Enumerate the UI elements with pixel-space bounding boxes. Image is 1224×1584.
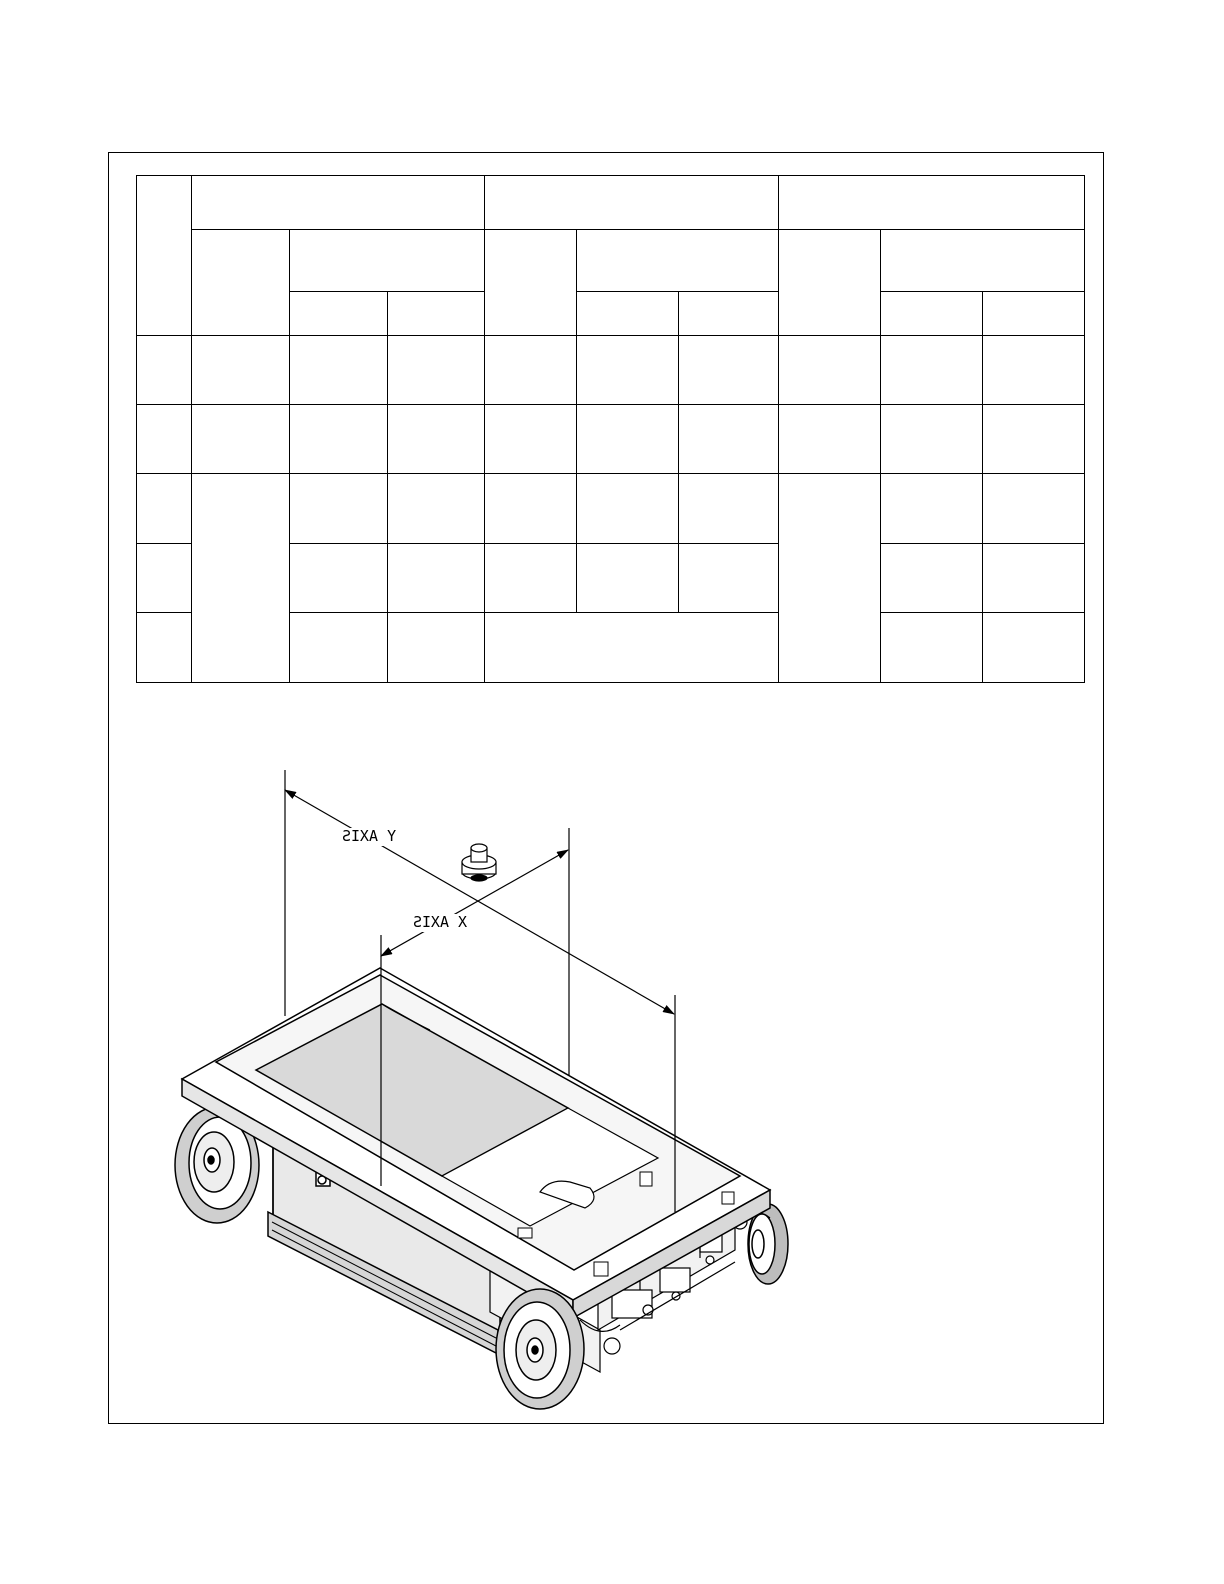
x-axis-label: X AXIS (412, 913, 468, 931)
y-axis-label-group (342, 827, 396, 846)
x-axis-label-group (413, 913, 467, 932)
front-left-wheel (496, 1289, 584, 1409)
y-axis-dimension-line (285, 790, 674, 1014)
y-axis-label: Y AXIS (341, 827, 397, 845)
sensor-fitting (462, 844, 496, 881)
